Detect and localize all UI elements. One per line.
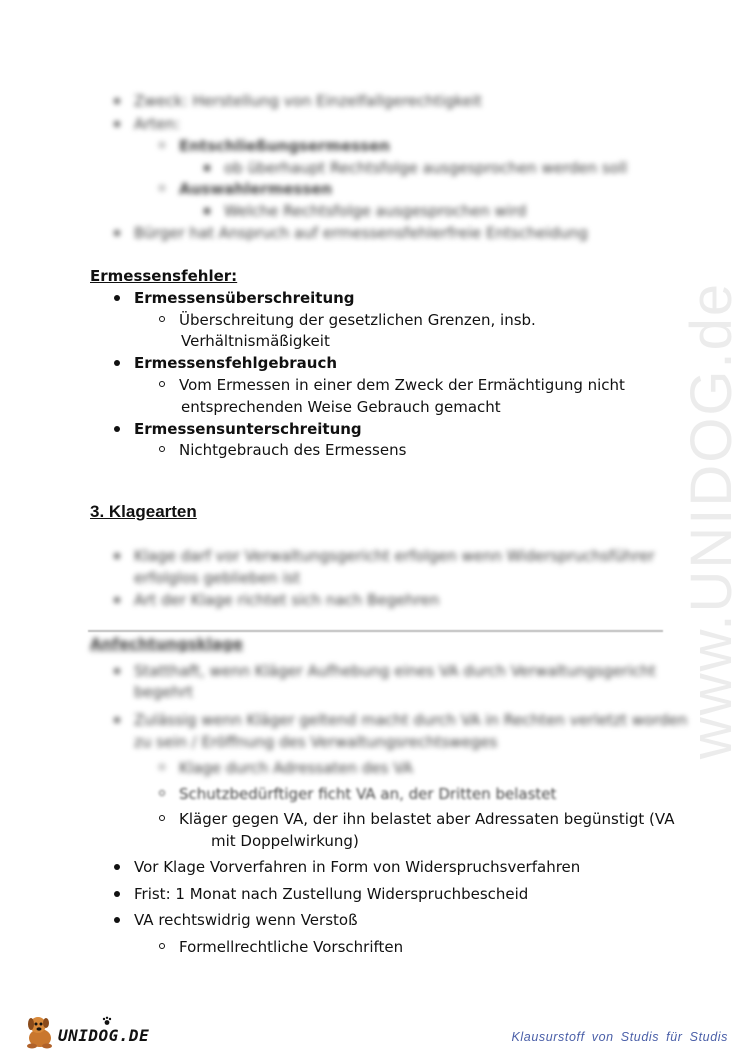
ermessensfehler-item-sub: Vom Ermessen in einer dem Zweck der Ermächtigung nicht — [179, 376, 625, 394]
paw-icon — [102, 1016, 112, 1026]
ermessensfehler-item-sub: Überschreitung der gesetzlichen Grenzen, insb. — [179, 311, 536, 329]
blurred-sub-entschliessungsermessen: Entschließungsermessen — [179, 137, 390, 155]
ermessensfehler-item-title: Ermessensunterschreitung — [134, 420, 362, 438]
blurred-bullet-art: Art der Klage richtet sich nach Begehren — [134, 591, 440, 609]
section-title: 3. Klagearten — [90, 502, 197, 521]
unidog-logo — [22, 1012, 162, 1052]
bullet-rechtswidrig: VA rechtswidrig wenn Verstoß — [134, 911, 358, 929]
sub-klaeger: Kläger gegen VA, der ihn belastet aber Adressaten begünstigt (VA — [179, 810, 675, 828]
ermessensfehler-item-sub: Nichtgebrauch des Ermessens — [179, 441, 407, 459]
blurred-bullet-klage-cont: erfolglos geblieben ist — [134, 569, 301, 587]
blurred-subsub-welche: Welche Rechtsfolge ausgesprochen wird — [224, 202, 527, 220]
ermessensfehler-item-sub-cont: entsprechenden Weise Gebrauch gemacht — [181, 398, 501, 416]
blurred-bullet-klage: Klage darf vor Verwaltungsgericht erfolgen wenn Widerspruchsführer — [134, 547, 655, 565]
ermessensfehler-item-sub-cont: Verhältnismäßigkeit — [181, 332, 330, 350]
sub-klaeger-cont: mit Doppelwirkung) — [211, 832, 359, 850]
blurred-sub-schutzbeduerftiger: Schutzbedürftiger ficht VA an, der Dritten belastet — [179, 785, 557, 803]
ermessensfehler-item-title: Ermessensfehlgebrauch — [134, 354, 338, 372]
blurred-bullet-zulaessig-cont: zu sein / Eröffnung des Verwaltungsrechtsweges — [134, 733, 498, 751]
blurred-sub-adressaten: Klage durch Adressaten des VA — [179, 759, 413, 777]
blurred-sub-auswahlermessen: Auswahlermessen — [179, 180, 333, 198]
blurred-bullet-buerger: Bürger hat Anspruch auf ermessensfehlerfreie Entscheidung — [134, 224, 588, 242]
dog-icon — [22, 1012, 62, 1052]
blurred-bullet-arten: Arten: — [134, 115, 181, 133]
blurred-bullet-zulaessig: Zulässig wenn Kläger geltend macht durch VA in Rechten verletzt worden — [134, 711, 688, 729]
watermark: www.UNIDOG.de — [679, 281, 745, 759]
logo-text: UNIDOG.DE — [58, 1026, 150, 1045]
blurred-bullet-zweck: Zweck: Herstellung von Einzelfallgerechtigkeit — [134, 92, 482, 110]
bullet-vorverfahren: Vor Klage Vorverfahren in Form von Widerspruchsverfahren — [134, 858, 581, 876]
ermessensfehler-item-title: Ermessensüberschreitung — [134, 289, 355, 307]
anfechtungsklage-heading: Anfechtungsklage — [90, 635, 243, 653]
blurred-bullet-statthaft: Statthaft, wenn Kläger Aufhebung eines VA durch Verwaltungsgericht — [134, 662, 656, 680]
sub-formell: Formellrechtliche Vorschriften — [179, 938, 404, 956]
blurred-subsub-ob: ob überhaupt Rechtsfolge ausgesprochen werden soll — [224, 159, 628, 177]
divider — [88, 630, 663, 632]
ermessensfehler-heading: Ermessensfehler: — [90, 267, 238, 285]
bullet-frist: Frist: 1 Monat nach Zustellung Widerspruchbescheid — [134, 885, 529, 903]
blurred-bullet-statthaft-cont: begehrt — [134, 683, 194, 701]
footer-tagline: Klausurstoff von Studis für Studis — [511, 1030, 728, 1044]
